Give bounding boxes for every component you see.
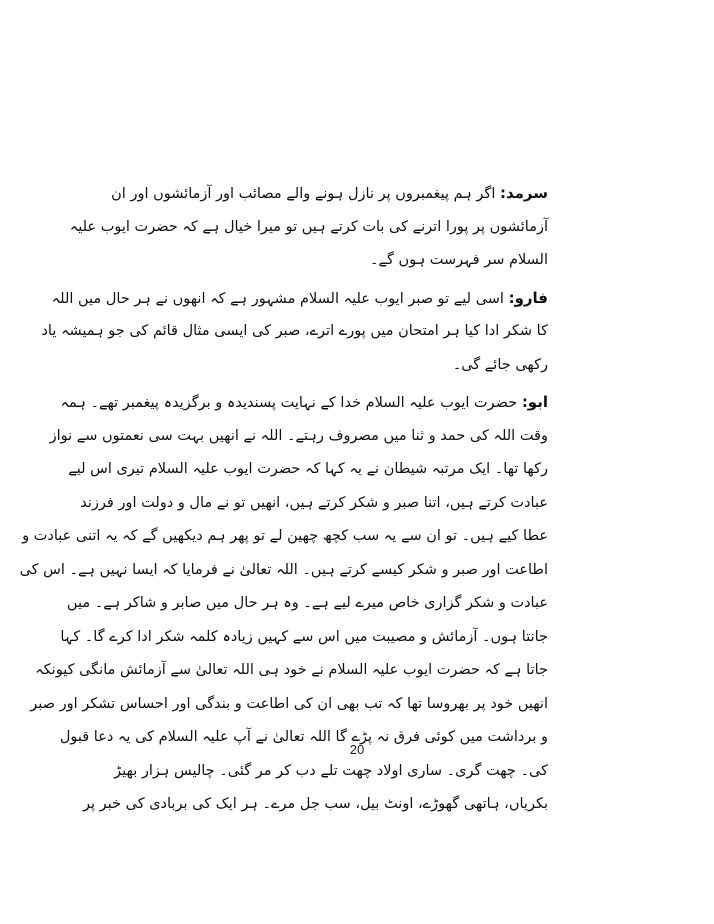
- text-line: [51, 282, 548, 316]
- paragraph: [69, 177, 548, 278]
- line-text: آزمائشوں پر پورا اترنے کی بات کرتے ہیں تو میرا خیال ہے کہ حضرت ایوب علیہ: [69, 218, 548, 235]
- line-text: وقت اللہ کی حمد و ثنا میں مصروف رہتے۔ اللہ نے انھیں بہت سی نعمتوں سے نواز: [49, 427, 548, 444]
- speaker-name: سرمد:: [499, 184, 548, 202]
- line-text: اطاعت اور صبر و شکر کیسے کرتے ہیں۔ اللہ تعالیٰ نے فرمایا کہ ایسا نہیں ہے۔ اس کی: [19, 561, 548, 578]
- line-text: عطا کیے ہیں۔ تو ان سے یہ سب کچھ چھین لے تو پھر ہم دیکھیں گے کہ یہ اتنی عبادت و: [22, 528, 548, 544]
- line-text: جانتا ہوں۔ آزمائش و مصیبت میں اس سے کہیں زیادہ کلمہ شکر ادا کرے گا۔ کہا: [60, 628, 548, 645]
- line-text: رکھی جائے گی۔: [452, 356, 548, 373]
- text-line: [69, 211, 548, 245]
- text-line: [60, 621, 548, 655]
- text-line: [30, 688, 548, 722]
- line-text: رکھا تھا۔ ایک مرتبہ شیطان نے یہ کہا کہ حضرت ایوب علیہ السلام تیری اس لیے: [68, 461, 548, 477]
- text-line: [80, 487, 548, 521]
- line-text: اگر ہم پیغمبروں پر نازل ہونے والے مصائب اور آزمائشوں اور ان: [111, 186, 496, 202]
- text-line: [83, 788, 548, 822]
- line-text: حضرت ایوب علیہ السلام خدا کے نہایت پسندیدہ و برگزیدہ پیغمبر تھے۔ ہمہ: [60, 395, 518, 411]
- text-line: [196, 349, 548, 383]
- line-text: جاتا ہے کہ حضرت ایوب علیہ السلام نے خود ہی اللہ تعالیٰ سے آزمائش مانگی کیونکہ: [35, 662, 548, 678]
- text-line: [114, 755, 548, 789]
- line-text: و برداشت میں کوئی فرق نہ پڑے گا اللہ تعالیٰ نے آپ علیہ السلام کی یہ دعا قبول: [59, 729, 548, 745]
- text-line: [49, 420, 548, 454]
- text-line: [68, 453, 548, 487]
- paragraph: [41, 282, 548, 383]
- line-text: عبادت کرتے ہیں، اتنا صبر و شکر کرتے ہیں، انھیں تو نے مال و دولت اور فرزند: [80, 494, 548, 511]
- line-text: کا شکر ادا کیا ہر امتحان میں پورے اترے، صبر کی ایسی مثال قائم کی جو ہمیشہ یاد: [41, 323, 548, 339]
- text-line: [22, 520, 548, 554]
- text-line: [60, 386, 548, 420]
- line-text: انھیں خود پر بھروسا تھا کہ تب بھی ان کی اطاعت و بندگی اور احساس تشکر اور صبر: [30, 695, 548, 712]
- text-line: [41, 315, 548, 349]
- urdu-text-block: [19, 177, 548, 826]
- line-text: بکریاں، ہاتھی گھوڑے، اونٹ بیل، سب جل مرے۔ ہر ایک کی بربادی کی خبر پر: [83, 796, 548, 812]
- text-line: [196, 244, 548, 278]
- speaker-name: ابو:: [521, 393, 548, 411]
- speaker-name: فارو:: [508, 288, 548, 307]
- line-text: اسی لیے تو صبر ایوب علیہ السلام مشہور ہے کہ انھوں نے ہر حال میں اللہ: [51, 290, 504, 307]
- text-line: [19, 554, 548, 588]
- line-text: السلام سر فہرست ہوں گے۔: [370, 252, 548, 268]
- text-line: [35, 654, 548, 688]
- page-number: 20: [349, 742, 365, 757]
- text-line: [111, 177, 548, 211]
- line-text: عبادت و شکر گزاری خاص میرے لیے ہے۔ وہ ہر حال میں صابر و شاکر ہے۔ میں: [66, 595, 548, 611]
- text-line: [66, 587, 548, 621]
- line-text: کی۔ چھت گری۔ ساری اولاد چھت تلے دب کر مر گئی۔ چالیس ہزار بھیڑ: [114, 762, 548, 779]
